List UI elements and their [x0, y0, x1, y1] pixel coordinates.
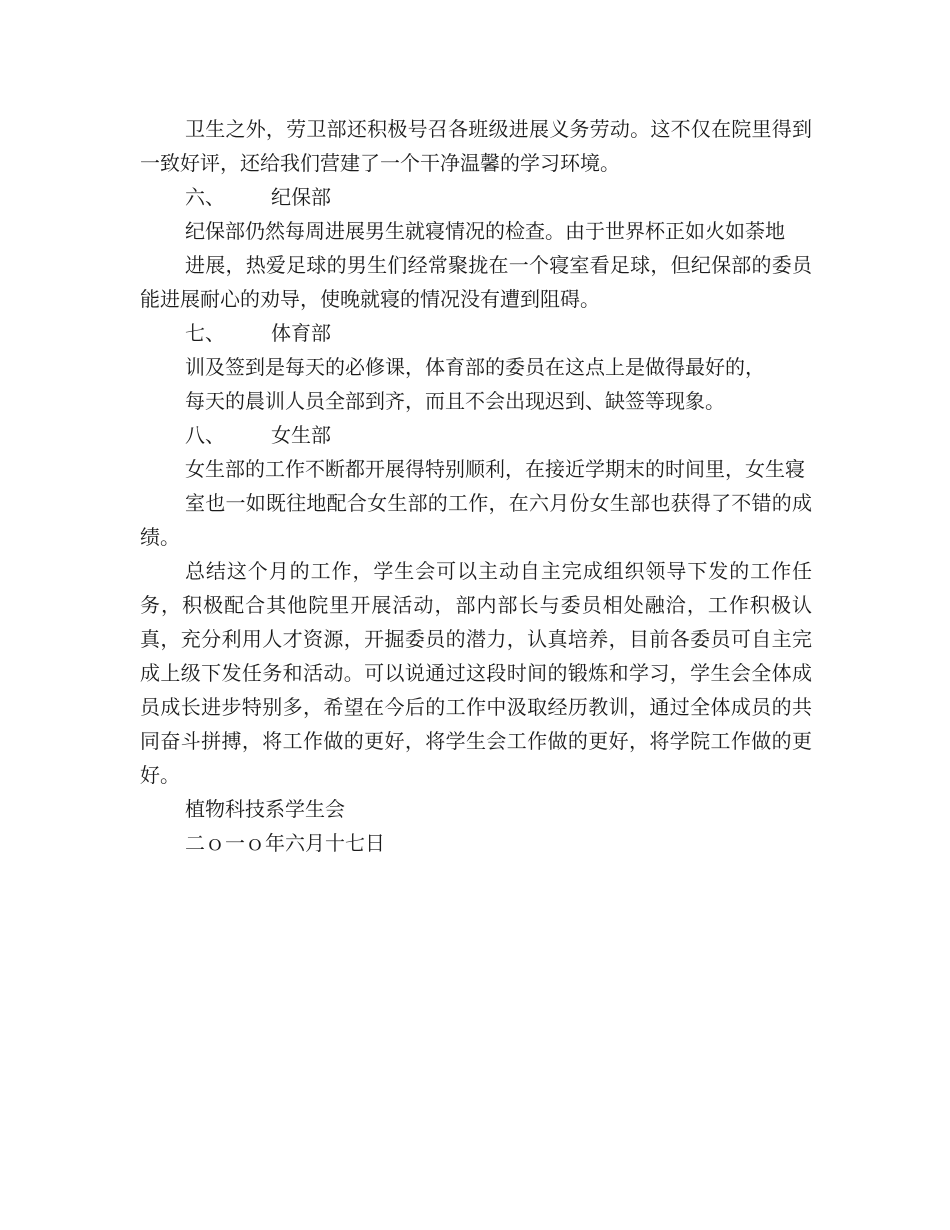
section-title: 女生部	[271, 423, 331, 447]
document-body	[140, 112, 812, 860]
section-heading-discipline	[140, 180, 812, 214]
section-heading-sports	[140, 316, 812, 350]
paragraph-labor-department: 卫生之外，劳卫部还积极号召各班级进展义务劳动。这不仅在院里得到一致好评，还给我们营建了一个干净温馨的学习环境。	[140, 117, 812, 175]
paragraph-sports-1: 训及签到是每天的必修课，体育部的委员在这点上是做得最好的，	[185, 355, 765, 379]
section-number: 七、	[185, 321, 225, 345]
paragraph-female-students-2: 室也一如既往地配合女生部的工作，在六月份女生部也获得了不错的成绩。	[140, 491, 812, 549]
paragraph-discipline-2: 进展，热爱足球的男生们经常聚拢在一个寝室看足球，但纪保部的委员能进展耐心的劝导，使晚就寝的情况没有遭到阻碍。	[140, 253, 812, 311]
paragraph-discipline-1: 纪保部仍然每周进展男生就寝情况的检查。由于世界杯正如火如荼地	[185, 219, 785, 243]
signature: 植物科技系学生会	[185, 797, 345, 821]
paragraph-summary: 总结这个月的工作，学生会可以主动自主完成组织领导下发的工作任务，积极配合其他院里开展活动，部内部长与委员相处融洽，工作积极认真，充分利用人才资源，开掘委员的潜力，认真培养，目前各委员可自主完成上级下发任务和活动。可以说通过这段时间的锻炼和学习，学生会全体成员成长进步特别多，希望在今后的工作中汲取经历教训，通过全体成员的共同奋斗拼搏，将工作做的更好，将学生会工作做的更好，将学院工作做的更好。	[140, 559, 812, 787]
section-number: 八、	[185, 423, 225, 447]
section-title: 纪保部	[271, 185, 331, 209]
paragraph-female-students-1: 女生部的工作不断都开展得特别顺利，在接近学期末的时间里，女生寝	[185, 457, 805, 481]
paragraph-sports-2: 每天的晨训人员全部到齐，而且不会出现迟到、缺签等现象。	[185, 389, 725, 413]
date: 二ｏ一ｏ年六月十七日	[185, 831, 385, 855]
section-heading-female-students	[140, 418, 812, 452]
section-number: 六、	[185, 185, 225, 209]
section-title: 体育部	[271, 321, 331, 345]
